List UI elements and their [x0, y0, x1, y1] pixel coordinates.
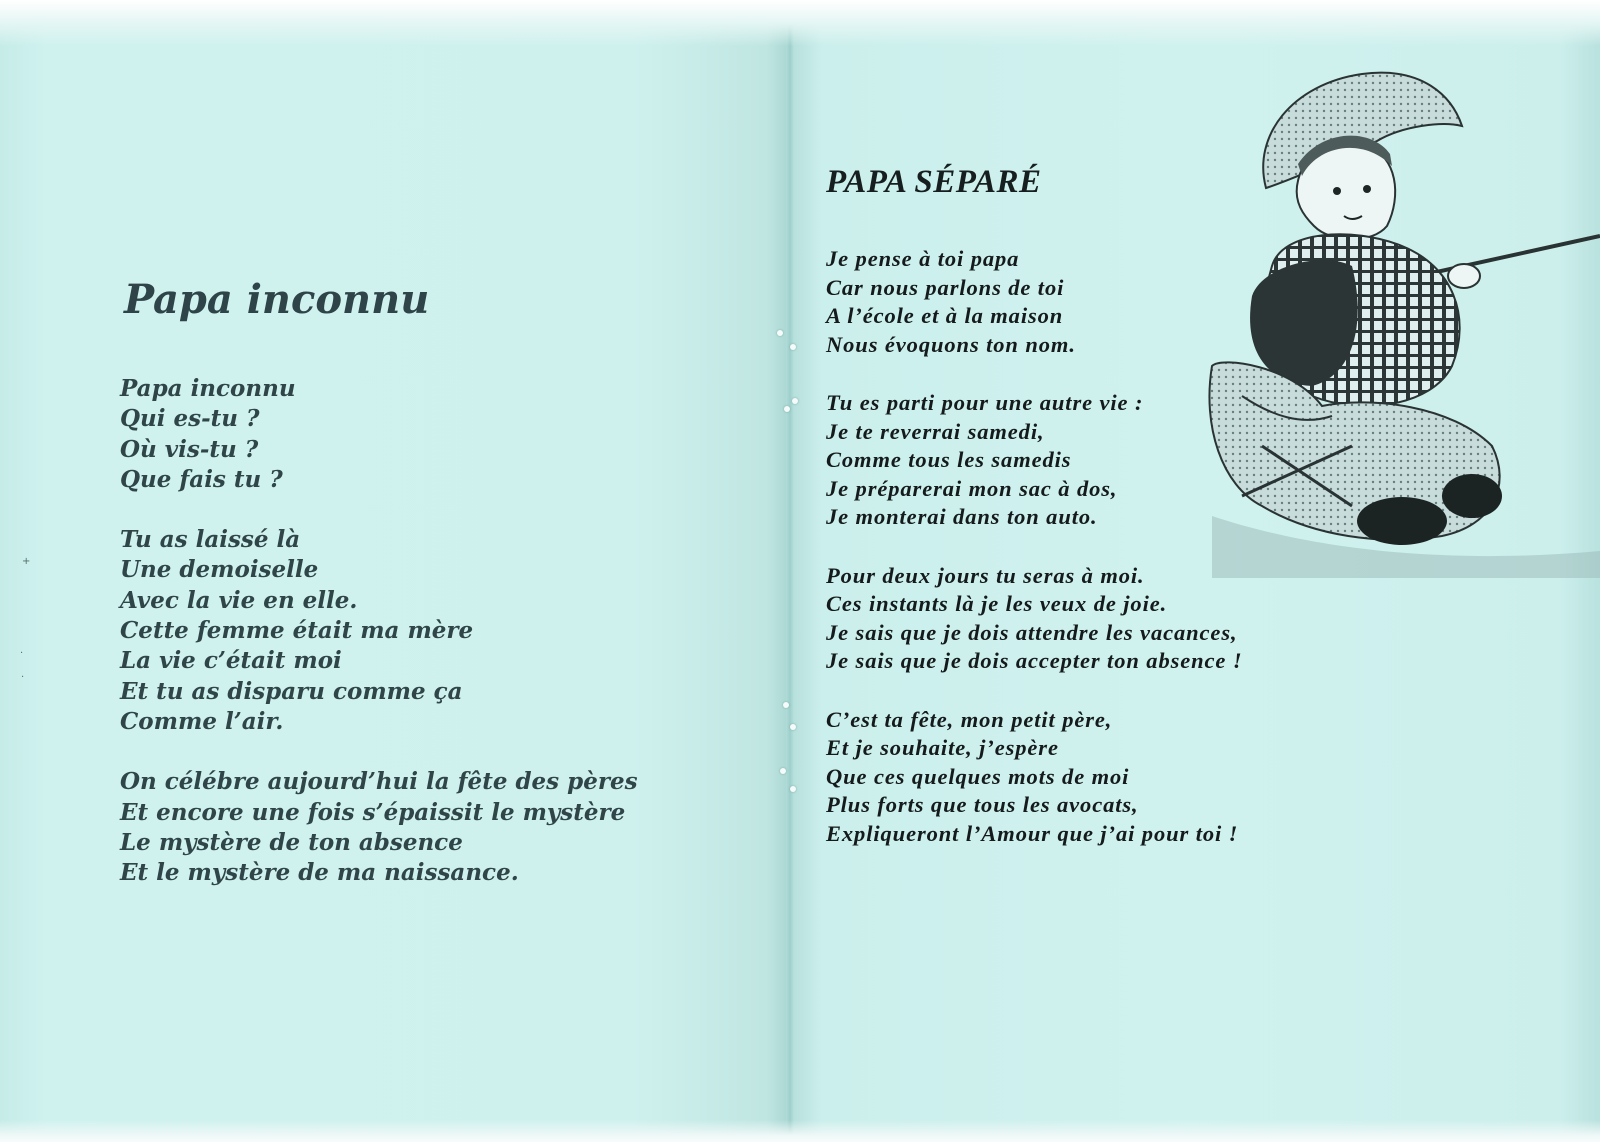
print-speck: +	[22, 556, 31, 567]
poem-line: A l’école et à la maison	[826, 303, 1064, 328]
booklet-spine	[786, 0, 794, 1142]
poem-line: Je te reverrai samedi,	[826, 418, 1045, 444]
poem-line: Car nous parlons de toi	[826, 274, 1065, 300]
poem-line: Et tu as disparu comme ça	[120, 677, 463, 705]
poem-line: Papa inconnu	[120, 375, 296, 402]
poem-line: La vie c’était moi	[120, 647, 342, 675]
staple-hole	[784, 406, 790, 412]
stanza	[826, 562, 1346, 676]
staple-hole	[780, 768, 786, 774]
poem-line: Comme l’air.	[120, 707, 284, 735]
poem-line: Le mystère de ton absence	[120, 828, 463, 856]
staple-hole	[792, 398, 798, 404]
poem-line: Ces instants là je les veux de joie.	[826, 591, 1168, 616]
poem-papa-inconnu	[120, 374, 680, 918]
poem-line: Cette femme était ma mère	[120, 617, 474, 645]
page-top-edge	[0, 0, 1600, 46]
poem-line: Tu as laissé là	[120, 526, 301, 554]
print-speck: ·	[21, 672, 25, 683]
stanza	[120, 374, 680, 495]
poem-line: Que ces quelques mots de moi	[826, 763, 1130, 789]
staple-hole	[790, 344, 796, 350]
stanza	[826, 706, 1346, 849]
stanza	[120, 525, 680, 737]
poem-line: Je pense à toi papa	[826, 246, 1020, 271]
staple-hole	[783, 702, 789, 708]
print-speck: ·	[20, 648, 24, 659]
staple-hole	[790, 724, 796, 730]
poem-line: Et le mystère de ma naissance.	[120, 859, 519, 887]
poem-line: Que fais tu ?	[120, 465, 283, 493]
poem-line: Qui es-tu ?	[120, 405, 260, 433]
poem-title-papa-inconnu: Papa inconnu	[124, 276, 430, 323]
poem-line: Nous évoquons ton nom.	[826, 331, 1076, 357]
poem-line: Plus forts que tous les avocats,	[826, 792, 1139, 817]
poem-line: Je sais que je dois accepter ton absence !	[826, 648, 1243, 673]
poem-line: Je préparerai mon sac à dos,	[826, 475, 1118, 501]
child-with-fishing-rod-drawing	[1202, 66, 1600, 578]
poem-line: Et encore une fois s’épaissit le mystère	[120, 798, 626, 826]
poem-line: Expliqueront l’Amour que j’ai pour toi !	[826, 820, 1239, 846]
poem-line: Et je souhaite, j’espère	[826, 735, 1059, 760]
poem-line: Avec la vie en elle.	[120, 586, 358, 614]
poem-line: On célébre aujourd’hui la fête des pères	[120, 768, 638, 796]
stanza	[120, 767, 680, 888]
boot-icon	[1442, 474, 1502, 518]
poem-line: Une demoiselle	[120, 556, 319, 584]
poem-line: Comme tous les samedis	[826, 447, 1072, 472]
child-hand	[1448, 264, 1480, 288]
staple-hole	[790, 786, 796, 792]
poem-line: Je monterai dans ton auto.	[826, 504, 1098, 529]
boot-icon	[1357, 497, 1447, 545]
poem-line: Où vis-tu ?	[120, 435, 259, 463]
page-bottom-edge	[0, 1120, 1600, 1142]
child-eye	[1363, 185, 1371, 193]
poem-title-papa-separe: PAPA SÉPARÉ	[826, 164, 1042, 200]
child-eye	[1333, 187, 1341, 195]
poem-line: C’est ta fête, mon petit père,	[826, 706, 1113, 732]
poem-line: Je sais que je dois attendre les vacances,	[826, 619, 1238, 645]
poem-line: Pour deux jours tu seras à moi.	[826, 562, 1145, 588]
poem-line: Tu es parti pour une autre vie :	[826, 390, 1144, 415]
staple-hole	[777, 330, 783, 336]
